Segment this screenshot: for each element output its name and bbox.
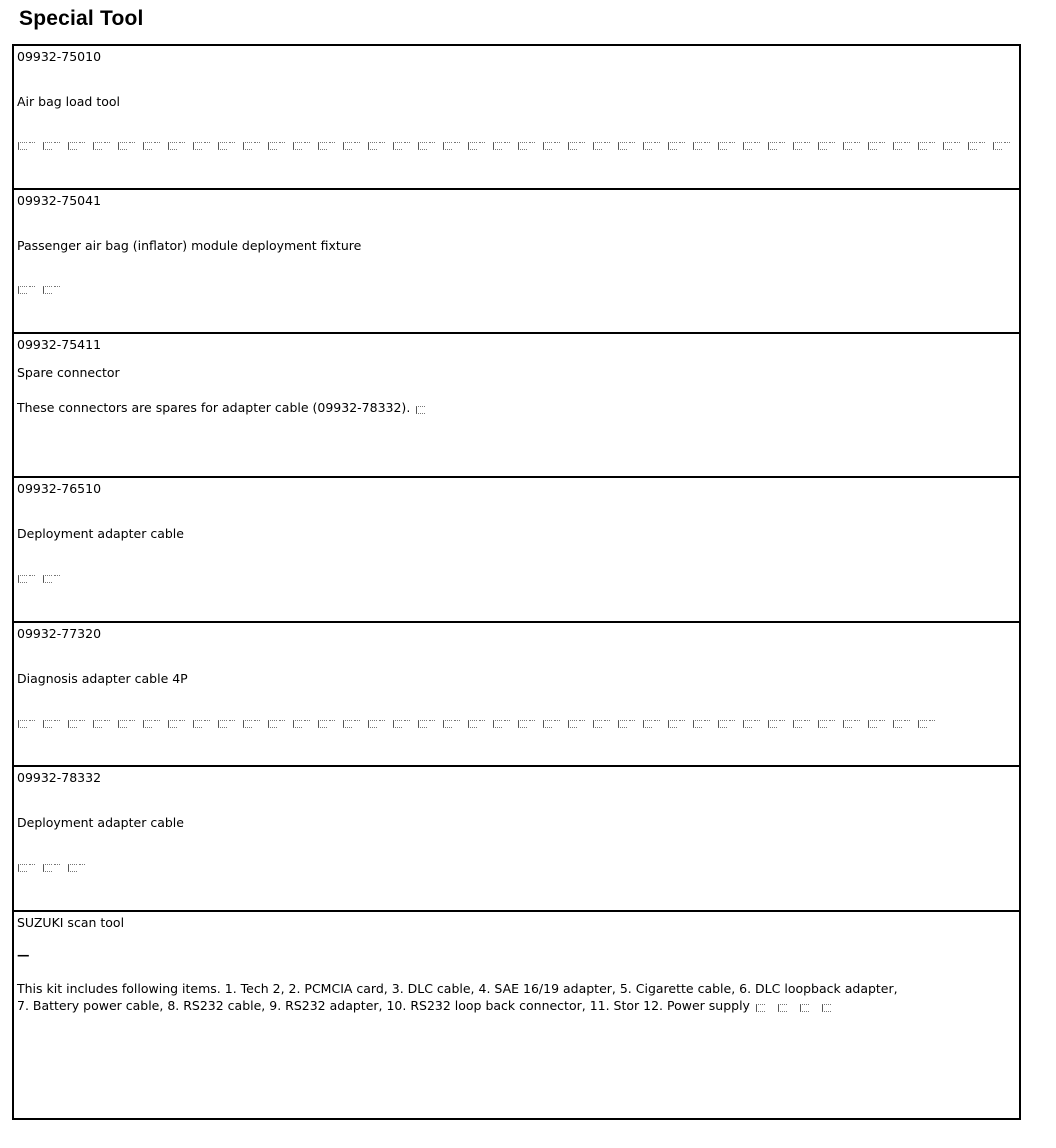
- image-placeholder-icon: [742, 718, 765, 728]
- image-placeholder-icon: [167, 140, 190, 150]
- image-placeholder-icon: [917, 140, 940, 150]
- tool-row: [14, 334, 1019, 478]
- image-placeholder-icon: [692, 718, 715, 728]
- image-placeholder-icon: [42, 862, 65, 872]
- tool-number: 09932-77320: [17, 626, 102, 641]
- image-placeholder-icon: [67, 862, 90, 872]
- image-placeholder-icon: [417, 140, 440, 150]
- image-placeholder-icon: [754, 1002, 776, 1012]
- image-placeholder-icon: [67, 718, 90, 728]
- image-placeholder-icon: [17, 140, 40, 150]
- tool-row: [14, 46, 1019, 190]
- image-placeholder-icon: [342, 718, 365, 728]
- image-placeholder-icon: [717, 140, 740, 150]
- image-placeholder-icon: [817, 718, 840, 728]
- image-placeholder-icon: [592, 718, 615, 728]
- image-placeholder-icon: [542, 718, 565, 728]
- image-placeholder-icon: [317, 718, 340, 728]
- image-placeholder-icon: [867, 140, 890, 150]
- image-placeholder-icon: [42, 284, 65, 294]
- image-placeholder-icon: [17, 718, 40, 728]
- tool-number: SUZUKI scan tool: [17, 915, 125, 930]
- image-placeholder-icon: [142, 140, 165, 150]
- image-placeholder-icon: [217, 718, 240, 728]
- tool-number: 09932-75041: [17, 193, 102, 208]
- image-placeholder-icon: [414, 404, 436, 414]
- image-placeholder-icon: [142, 718, 165, 728]
- image-placeholder-icon: [567, 718, 590, 728]
- image-placeholder-icon: [17, 573, 40, 583]
- tool-row: [14, 478, 1019, 623]
- tool-description: [17, 400, 436, 415]
- image-placeholder-icon: [92, 140, 115, 150]
- image-placeholder-icon: [467, 718, 490, 728]
- image-placeholder-icon: [117, 718, 140, 728]
- image-placeholder-icon: [392, 718, 415, 728]
- tool-number: 09932-75010: [17, 49, 102, 64]
- image-placeholder-icon: [367, 140, 390, 150]
- image-placeholder-icon: [117, 140, 140, 150]
- image-placeholder-icon: [842, 718, 865, 728]
- image-placeholder-icon: [742, 140, 765, 150]
- image-placeholder-icon: [392, 140, 415, 150]
- image-placeholder-icon: [492, 140, 515, 150]
- image-placeholder-icon: [776, 1002, 798, 1012]
- image-placeholder-icon: [942, 140, 965, 150]
- image-placeholder-icon: [517, 140, 540, 150]
- image-placeholder-icon: [442, 140, 465, 150]
- image-placeholder-icon: [17, 284, 40, 294]
- image-placeholder-icon: [242, 140, 265, 150]
- image-placeholder-icon: [792, 140, 815, 150]
- image-placeholder-icon: [317, 140, 340, 150]
- tool-name: Spare connector: [17, 365, 120, 380]
- tool-name: Deployment adapter cable: [17, 815, 184, 830]
- image-placeholder-icon: [542, 140, 565, 150]
- tool-image-strip: [17, 718, 940, 730]
- image-placeholder-icon: [292, 718, 315, 728]
- image-placeholder-icon: [467, 140, 490, 150]
- image-placeholder-icon: [992, 140, 1015, 150]
- tool-description: [17, 980, 1007, 1014]
- image-placeholder-icon: [42, 573, 65, 583]
- image-placeholder-icon: [492, 718, 515, 728]
- image-placeholder-icon: [617, 718, 640, 728]
- image-placeholder-icon: [442, 718, 465, 728]
- tool-name: Passenger air bag (inflator) module deployment fixture: [17, 238, 362, 253]
- image-placeholder-icon: [842, 140, 865, 150]
- image-placeholder-icon: [267, 140, 290, 150]
- image-placeholder-icon: [642, 718, 665, 728]
- image-placeholder-icon: [667, 140, 690, 150]
- tool-image-strip: [17, 140, 1015, 152]
- tool-row: [14, 190, 1019, 334]
- tool-number: 09932-76510: [17, 481, 102, 496]
- image-placeholder-icon: [67, 140, 90, 150]
- image-placeholder-icon: [642, 140, 665, 150]
- image-placeholder-icon: [767, 718, 790, 728]
- image-placeholder-icon: [217, 140, 240, 150]
- tool-description-line: This kit includes following items. 1. Tech 2, 2. PCMCIA card, 3. DLC cable, 4. SAE 16/19 adapter, 5. Cigarette cable, 6. DLC loopback adapter,: [17, 981, 898, 996]
- image-placeholder-icon: [592, 140, 615, 150]
- page-title: Special Tool: [19, 7, 144, 30]
- image-placeholder-icon: [267, 718, 290, 728]
- image-placeholder-icon: [342, 140, 365, 150]
- image-placeholder-icon: [192, 140, 215, 150]
- image-placeholder-icon: [42, 718, 65, 728]
- image-placeholder-icon: [892, 140, 915, 150]
- image-placeholder-icon: [617, 140, 640, 150]
- tool-image-strip: [17, 284, 65, 296]
- tool-number: 09932-75411: [17, 337, 102, 352]
- image-placeholder-icon: [367, 718, 390, 728]
- image-placeholder-icon: [567, 140, 590, 150]
- tool-row: [14, 623, 1019, 767]
- image-placeholder-icon: [892, 718, 915, 728]
- image-placeholder-icon: [517, 718, 540, 728]
- image-placeholder-icon: [692, 140, 715, 150]
- image-placeholder-icon: [867, 718, 890, 728]
- image-placeholder-icon: [667, 718, 690, 728]
- tool-number: 09932-78332: [17, 770, 102, 785]
- tool-description-text: 7. Battery power cable, 8. RS232 cable, 9. RS232 adapter, 10. RS232 loop back connector, 11. Stor 12. Power supply: [17, 998, 750, 1013]
- image-placeholder-icon: [42, 140, 65, 150]
- tool-name: Air bag load tool: [17, 94, 120, 109]
- image-placeholder-icon: [192, 718, 215, 728]
- tool-row: [14, 767, 1019, 912]
- tool-name: Diagnosis adapter cable 4P: [17, 671, 188, 686]
- image-placeholder-icon: [917, 718, 940, 728]
- tool-name: —: [17, 947, 30, 962]
- tool-image-strip: [17, 862, 90, 874]
- image-placeholder-icon: [292, 140, 315, 150]
- image-placeholder-icon: [792, 718, 815, 728]
- image-placeholder-icon: [417, 718, 440, 728]
- image-placeholder-icon: [967, 140, 990, 150]
- image-placeholder-icon: [798, 1002, 820, 1012]
- tool-description-line: [17, 997, 1007, 1014]
- image-placeholder-icon: [817, 140, 840, 150]
- tool-image-strip: [754, 998, 842, 1013]
- tool-row: [14, 912, 1019, 1118]
- image-placeholder-icon: [167, 718, 190, 728]
- image-placeholder-icon: [17, 862, 40, 872]
- tool-description-text: These connectors are spares for adapter cable (09932-78332).: [17, 400, 411, 415]
- image-placeholder-icon: [767, 140, 790, 150]
- image-placeholder-icon: [820, 1002, 842, 1012]
- image-placeholder-icon: [242, 718, 265, 728]
- image-placeholder-icon: [717, 718, 740, 728]
- tool-name: Deployment adapter cable: [17, 526, 184, 541]
- special-tool-table: [12, 44, 1021, 1120]
- tool-image-strip: [17, 573, 65, 585]
- image-placeholder-icon: [92, 718, 115, 728]
